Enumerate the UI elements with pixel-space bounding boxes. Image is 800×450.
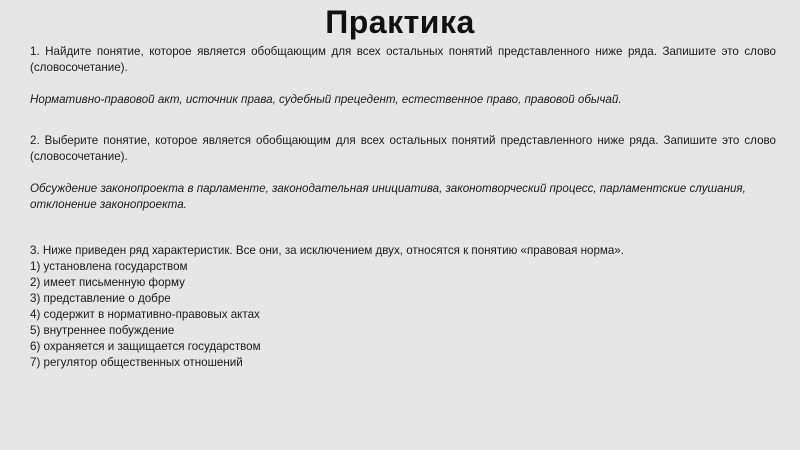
characteristics-list xyxy=(30,259,776,371)
list-item: 5) внутреннее побуждение xyxy=(30,324,175,337)
task-2-terms: Обсуждение законопроекта в парламенте, законодательная инициатива, законотворческий процесс, парламентские слушания, отклонение законопроекта. xyxy=(30,182,746,211)
list-item: 4) содержит в нормативно-правовых актах xyxy=(30,308,260,321)
slide-title: Практика xyxy=(325,4,475,40)
task-1-terms: Нормативно-правовой акт, источник права, судебный прецедент, естественное право, правовой обычай. xyxy=(30,93,622,106)
list-item: 7) регулятор общественных отношений xyxy=(30,356,243,369)
task-3-question: 3. Ниже приведен ряд характеристик. Все они, за исключением двух, относятся к понятию «правовая норма». xyxy=(30,244,624,257)
list-item: 6) охраняется и защищается государством xyxy=(30,340,261,353)
task-3 xyxy=(30,243,776,371)
task-2 xyxy=(30,133,776,213)
task-1-question: 1. Найдите понятие, которое является обобщающим для всех остальных понятий представленного ниже ряда. Запишите это слово (словосочетание). xyxy=(30,45,776,74)
spacer xyxy=(30,165,776,181)
task-1 xyxy=(30,44,776,108)
task-2-question: 2. Выберите понятие, которое является обобщающим для всех остальных понятий представленного ниже ряда. Запишите это слово (словосочетание). xyxy=(30,134,776,163)
spacer xyxy=(30,76,776,92)
list-item: 2) имеет письменную форму xyxy=(30,276,185,289)
list-item: 3) представление о добре xyxy=(30,292,171,305)
list-item: 1) установлена государством xyxy=(30,260,188,273)
